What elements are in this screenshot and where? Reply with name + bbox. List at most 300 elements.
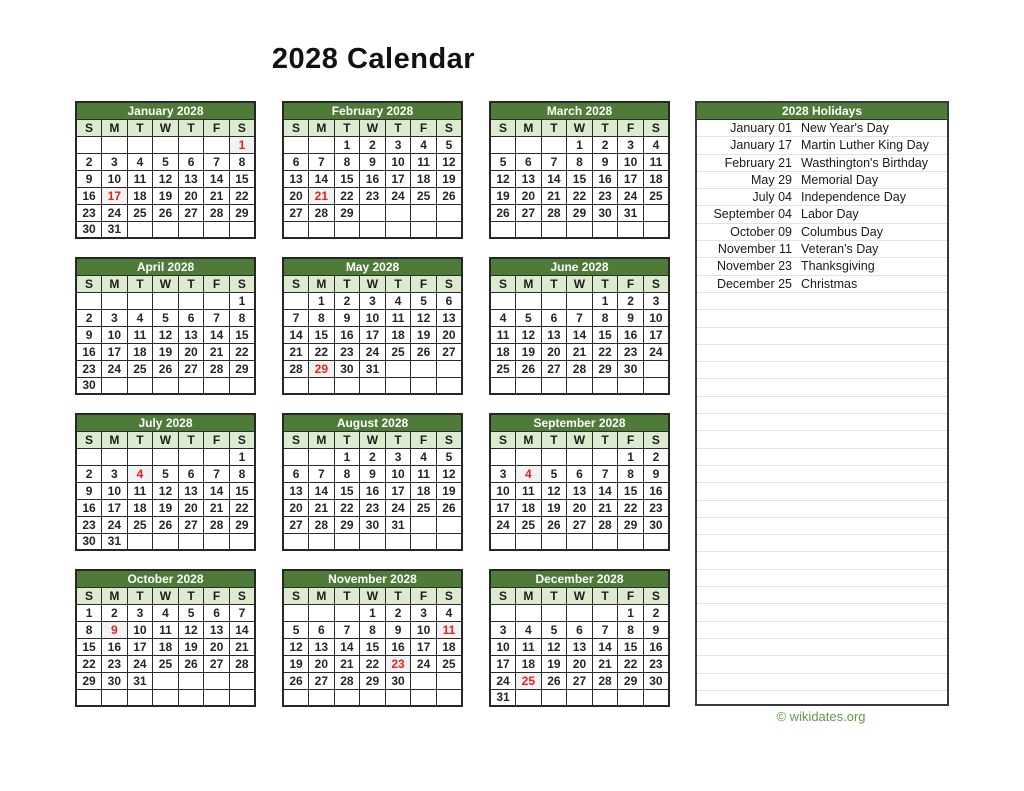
- day-cell: 13: [178, 170, 204, 187]
- holiday-row-empty: [697, 604, 947, 621]
- day-cell: [76, 136, 102, 153]
- day-cell: 9: [643, 621, 669, 638]
- day-cell: 9: [334, 309, 360, 326]
- week-row: [76, 204, 255, 221]
- day-cell: 19: [490, 187, 516, 204]
- day-cell: 2: [643, 604, 669, 621]
- week-row: [283, 326, 462, 343]
- day-cell: 25: [490, 360, 516, 377]
- holiday-row-empty: [697, 570, 947, 587]
- day-cell: [592, 533, 618, 550]
- week-row: [283, 516, 462, 533]
- day-cell: 23: [643, 655, 669, 672]
- week-row: [490, 448, 669, 465]
- holiday-row-empty: [697, 414, 947, 431]
- day-cell: 19: [153, 499, 179, 516]
- day-cell: 16: [618, 326, 644, 343]
- day-cell: 30: [592, 204, 618, 221]
- week-row: [490, 621, 669, 638]
- week-row: [76, 655, 255, 672]
- weekday-header: F: [618, 119, 644, 136]
- day-cell: [153, 672, 179, 689]
- day-cell: [102, 448, 128, 465]
- holiday-date: January 17: [730, 138, 792, 153]
- day-cell: 30: [385, 672, 411, 689]
- holiday-name: [801, 501, 947, 517]
- day-cell: 31: [490, 689, 516, 706]
- weekday-header: W: [153, 119, 179, 136]
- day-cell: 13: [516, 170, 542, 187]
- day-cell: [567, 533, 593, 550]
- week-row: [76, 326, 255, 343]
- day-cell: 23: [102, 655, 128, 672]
- day-cell: 30: [643, 672, 669, 689]
- day-cell: 23: [618, 343, 644, 360]
- holiday-row-empty: [697, 674, 947, 691]
- day-cell: 11: [411, 465, 437, 482]
- day-cell: [309, 689, 335, 706]
- day-cell: 18: [411, 170, 437, 187]
- day-cell: [411, 689, 437, 706]
- day-cell: 3: [360, 292, 386, 309]
- day-cell: [592, 448, 618, 465]
- day-cell: 26: [153, 516, 179, 533]
- day-cell: 20: [309, 655, 335, 672]
- day-cell: 20: [178, 343, 204, 360]
- day-cell: 31: [360, 360, 386, 377]
- holiday-row-empty: [697, 656, 947, 673]
- day-cell: 26: [178, 655, 204, 672]
- day-cell: 26: [411, 343, 437, 360]
- day-cell: 18: [127, 187, 153, 204]
- day-cell: 15: [360, 638, 386, 655]
- holiday-row-empty: [697, 379, 947, 396]
- day-cell: [204, 377, 230, 394]
- day-cell: 2: [592, 136, 618, 153]
- day-cell: 14: [229, 621, 255, 638]
- week-row: [283, 136, 462, 153]
- day-cell: 7: [541, 153, 567, 170]
- weekday-header: S: [229, 119, 255, 136]
- weekday-header: F: [204, 119, 230, 136]
- day-cell: [411, 377, 437, 394]
- day-cell: 18: [127, 343, 153, 360]
- month-title-may: May 2028: [283, 258, 462, 275]
- day-cell: 1: [618, 604, 644, 621]
- week-row: [283, 187, 462, 204]
- day-cell: [643, 221, 669, 238]
- day-cell: 27: [516, 204, 542, 221]
- week-row: [490, 533, 669, 550]
- copyright: © wikidates.org: [776, 709, 866, 724]
- day-cell: [436, 377, 462, 394]
- day-cell: [385, 360, 411, 377]
- day-cell: [436, 204, 462, 221]
- day-cell: 10: [385, 153, 411, 170]
- day-cell: 20: [567, 499, 593, 516]
- day-cell: [541, 377, 567, 394]
- day-cell: 14: [334, 638, 360, 655]
- month-table-february: [282, 101, 463, 239]
- day-cell: 14: [541, 170, 567, 187]
- weekday-header: F: [204, 587, 230, 604]
- day-cell: 6: [178, 153, 204, 170]
- day-cell: 28: [541, 204, 567, 221]
- day-cell: 14: [309, 482, 335, 499]
- day-cell: [127, 377, 153, 394]
- day-cell: 15: [229, 326, 255, 343]
- day-cell: [490, 136, 516, 153]
- holiday-name: [801, 431, 947, 447]
- holiday-date: [697, 310, 801, 326]
- day-cell: 6: [567, 465, 593, 482]
- day-cell: 26: [153, 204, 179, 221]
- weekday-header: M: [309, 431, 335, 448]
- month-title-march: March 2028: [490, 102, 669, 119]
- day-cell: 6: [283, 153, 309, 170]
- day-cell: [436, 360, 462, 377]
- holiday-name: [801, 604, 947, 620]
- day-cell: [567, 448, 593, 465]
- holiday-date: [697, 397, 801, 413]
- weekday-header: S: [643, 587, 669, 604]
- week-row: [76, 604, 255, 621]
- weekday-header: S: [229, 587, 255, 604]
- day-cell: 25: [643, 187, 669, 204]
- day-cell: 15: [309, 326, 335, 343]
- day-cell: 22: [618, 499, 644, 516]
- day-cell: 10: [102, 482, 128, 499]
- day-cell: 29: [567, 204, 593, 221]
- day-cell: 1: [229, 448, 255, 465]
- day-cell: 27: [309, 672, 335, 689]
- day-cell: 27: [204, 655, 230, 672]
- day-cell: 12: [411, 309, 437, 326]
- weekday-header: S: [76, 431, 102, 448]
- holiday-name: Martin Luther King Day: [801, 138, 929, 153]
- day-cell: [360, 221, 386, 238]
- day-cell: 1: [360, 604, 386, 621]
- week-row: [490, 604, 669, 621]
- month-table-september: [489, 413, 670, 551]
- week-row: [490, 136, 669, 153]
- day-cell: [178, 448, 204, 465]
- holiday-name: [801, 362, 947, 378]
- week-row: [76, 672, 255, 689]
- day-cell: 11: [516, 638, 542, 655]
- day-cell: [334, 533, 360, 550]
- day-cell: 2: [102, 604, 128, 621]
- week-row: [76, 465, 255, 482]
- day-cell: 22: [229, 499, 255, 516]
- day-cell: 9: [618, 309, 644, 326]
- day-cell: 5: [153, 309, 179, 326]
- week-row: [76, 533, 255, 550]
- week-row: [283, 672, 462, 689]
- day-cell: 26: [541, 672, 567, 689]
- day-cell: [516, 292, 542, 309]
- day-cell: 24: [490, 672, 516, 689]
- day-cell: [385, 204, 411, 221]
- day-cell: 5: [178, 604, 204, 621]
- day-cell: 13: [567, 482, 593, 499]
- day-cell: 16: [592, 170, 618, 187]
- month-title-january: January 2028: [76, 102, 255, 119]
- day-cell: [309, 533, 335, 550]
- weekday-header: M: [102, 431, 128, 448]
- weekday-header: T: [592, 587, 618, 604]
- day-cell: 25: [127, 360, 153, 377]
- day-cell: [127, 689, 153, 706]
- day-cell: 4: [127, 309, 153, 326]
- day-cell: [178, 672, 204, 689]
- holiday-date: [697, 345, 801, 361]
- holiday-date: [697, 379, 801, 395]
- day-cell: [204, 689, 230, 706]
- day-cell: 4: [436, 604, 462, 621]
- day-cell: [385, 221, 411, 238]
- day-cell: 27: [283, 204, 309, 221]
- day-cell: 6: [516, 153, 542, 170]
- holiday-row: [697, 258, 947, 275]
- week-row: [283, 533, 462, 550]
- holiday-row-empty: [697, 552, 947, 569]
- day-cell: 5: [153, 465, 179, 482]
- week-row: [490, 516, 669, 533]
- day-cell: 9: [385, 621, 411, 638]
- day-cell: 1: [334, 136, 360, 153]
- holiday-row-empty: [697, 345, 947, 362]
- day-cell: 20: [283, 187, 309, 204]
- holiday-date: January 01: [730, 121, 792, 135]
- day-cell: 12: [516, 326, 542, 343]
- day-cell: 29: [592, 360, 618, 377]
- weekday-header: S: [643, 119, 669, 136]
- weekday-header: W: [360, 431, 386, 448]
- holiday-name: [801, 639, 947, 655]
- weekday-header: T: [592, 275, 618, 292]
- day-cell: 1: [592, 292, 618, 309]
- calendar-content: [75, 101, 949, 707]
- weekday-header: T: [178, 275, 204, 292]
- holiday-date: [697, 518, 801, 534]
- holiday-name: [801, 379, 947, 395]
- week-row: [283, 465, 462, 482]
- day-cell: 19: [283, 655, 309, 672]
- day-cell: 28: [204, 360, 230, 377]
- week-row: [76, 153, 255, 170]
- week-row: [490, 377, 669, 394]
- holiday-row-empty: [697, 293, 947, 310]
- day-cell: 2: [618, 292, 644, 309]
- holiday-row-empty: [697, 639, 947, 656]
- day-cell: 29: [229, 360, 255, 377]
- holiday-name: [801, 345, 947, 361]
- week-row: [283, 604, 462, 621]
- day-cell: 9: [360, 465, 386, 482]
- day-cell: 17: [127, 638, 153, 655]
- day-cell: 17: [411, 638, 437, 655]
- holiday-row-empty: [697, 466, 947, 483]
- day-cell: 14: [567, 326, 593, 343]
- day-cell: 30: [618, 360, 644, 377]
- day-cell: 8: [229, 465, 255, 482]
- holiday-name: Independence Day: [801, 190, 906, 205]
- day-cell: 24: [385, 187, 411, 204]
- day-cell: 30: [76, 377, 102, 394]
- page-title: 2028 Calendar: [271, 43, 476, 75]
- day-cell: 22: [229, 187, 255, 204]
- day-cell: 26: [153, 360, 179, 377]
- day-cell: 18: [490, 343, 516, 360]
- week-row: [490, 326, 669, 343]
- holiday-date: [697, 570, 801, 586]
- day-cell: [283, 377, 309, 394]
- day-cell: 3: [490, 621, 516, 638]
- holiday-name: [801, 397, 947, 413]
- weekday-header: M: [102, 587, 128, 604]
- holiday-row-empty: [697, 483, 947, 500]
- holiday-row: [697, 155, 947, 172]
- holiday-day-cell: 23: [385, 655, 411, 672]
- day-cell: 17: [618, 170, 644, 187]
- day-cell: 29: [618, 672, 644, 689]
- day-cell: 8: [309, 309, 335, 326]
- holiday-row-empty: [697, 518, 947, 535]
- day-cell: 19: [178, 638, 204, 655]
- day-cell: 21: [229, 638, 255, 655]
- day-cell: [490, 533, 516, 550]
- day-cell: 26: [516, 360, 542, 377]
- day-cell: 23: [334, 343, 360, 360]
- day-cell: [411, 221, 437, 238]
- day-cell: 4: [643, 136, 669, 153]
- day-cell: 5: [541, 465, 567, 482]
- day-cell: [309, 448, 335, 465]
- day-cell: 10: [360, 309, 386, 326]
- day-cell: 16: [385, 638, 411, 655]
- day-cell: 10: [102, 326, 128, 343]
- week-row: [490, 153, 669, 170]
- day-cell: 4: [127, 153, 153, 170]
- day-cell: 17: [385, 170, 411, 187]
- day-cell: 6: [541, 309, 567, 326]
- weekday-header: M: [309, 587, 335, 604]
- day-cell: 21: [334, 655, 360, 672]
- day-cell: [334, 689, 360, 706]
- day-cell: 21: [592, 655, 618, 672]
- weekday-header: M: [309, 119, 335, 136]
- day-cell: [567, 689, 593, 706]
- month-table-november: [282, 569, 463, 707]
- day-cell: [283, 604, 309, 621]
- day-cell: 7: [592, 621, 618, 638]
- day-cell: [411, 533, 437, 550]
- day-cell: [153, 136, 179, 153]
- holiday-date: [697, 552, 801, 568]
- day-cell: 6: [283, 465, 309, 482]
- day-cell: [102, 292, 128, 309]
- day-cell: 31: [385, 516, 411, 533]
- holiday-row: [697, 189, 947, 206]
- day-cell: 3: [618, 136, 644, 153]
- day-cell: 30: [334, 360, 360, 377]
- day-cell: 25: [436, 655, 462, 672]
- day-cell: 17: [490, 655, 516, 672]
- holiday-name: [801, 674, 947, 690]
- day-cell: 27: [283, 516, 309, 533]
- day-cell: [516, 448, 542, 465]
- day-cell: 12: [153, 170, 179, 187]
- day-cell: 10: [490, 482, 516, 499]
- week-row: [283, 221, 462, 238]
- weekday-header: T: [334, 431, 360, 448]
- day-cell: 30: [643, 516, 669, 533]
- day-cell: 3: [102, 309, 128, 326]
- holiday-date: [697, 431, 801, 447]
- day-cell: 22: [309, 343, 335, 360]
- weekday-header: M: [516, 119, 542, 136]
- week-row: [76, 621, 255, 638]
- holiday-row-empty: [697, 431, 947, 448]
- day-cell: 17: [102, 343, 128, 360]
- weekday-header: F: [411, 275, 437, 292]
- holiday-row: [697, 224, 947, 241]
- day-cell: 1: [567, 136, 593, 153]
- day-cell: [102, 689, 128, 706]
- day-cell: 7: [229, 604, 255, 621]
- day-cell: 10: [127, 621, 153, 638]
- day-cell: [618, 533, 644, 550]
- day-cell: 22: [334, 499, 360, 516]
- weekday-header: S: [436, 431, 462, 448]
- day-cell: [516, 377, 542, 394]
- day-cell: [229, 689, 255, 706]
- week-row: [490, 638, 669, 655]
- weekday-header: F: [204, 275, 230, 292]
- day-cell: 6: [178, 309, 204, 326]
- holiday-day-cell: 17: [102, 187, 128, 204]
- day-cell: [643, 533, 669, 550]
- holiday-name: [801, 483, 947, 499]
- holiday-day-cell: 4: [127, 465, 153, 482]
- day-cell: 11: [127, 326, 153, 343]
- holiday-name: Thanksgiving: [801, 259, 875, 274]
- week-row: [283, 309, 462, 326]
- day-cell: 24: [102, 516, 128, 533]
- day-cell: 21: [567, 343, 593, 360]
- week-row: [76, 292, 255, 309]
- day-cell: [567, 377, 593, 394]
- holiday-day-cell: 11: [436, 621, 462, 638]
- day-cell: 6: [567, 621, 593, 638]
- week-row: [76, 689, 255, 706]
- holiday-date: [697, 501, 801, 517]
- weekday-header: S: [283, 275, 309, 292]
- day-cell: 8: [229, 309, 255, 326]
- holiday-row: [697, 206, 947, 223]
- day-cell: 25: [127, 516, 153, 533]
- weekday-header: T: [385, 587, 411, 604]
- holidays-title: 2028 Holidays: [697, 103, 947, 120]
- day-cell: [309, 136, 335, 153]
- day-cell: 22: [360, 655, 386, 672]
- weekday-header: W: [360, 119, 386, 136]
- week-row: [490, 187, 669, 204]
- day-cell: [309, 377, 335, 394]
- day-cell: [204, 672, 230, 689]
- month-title-february: February 2028: [283, 102, 462, 119]
